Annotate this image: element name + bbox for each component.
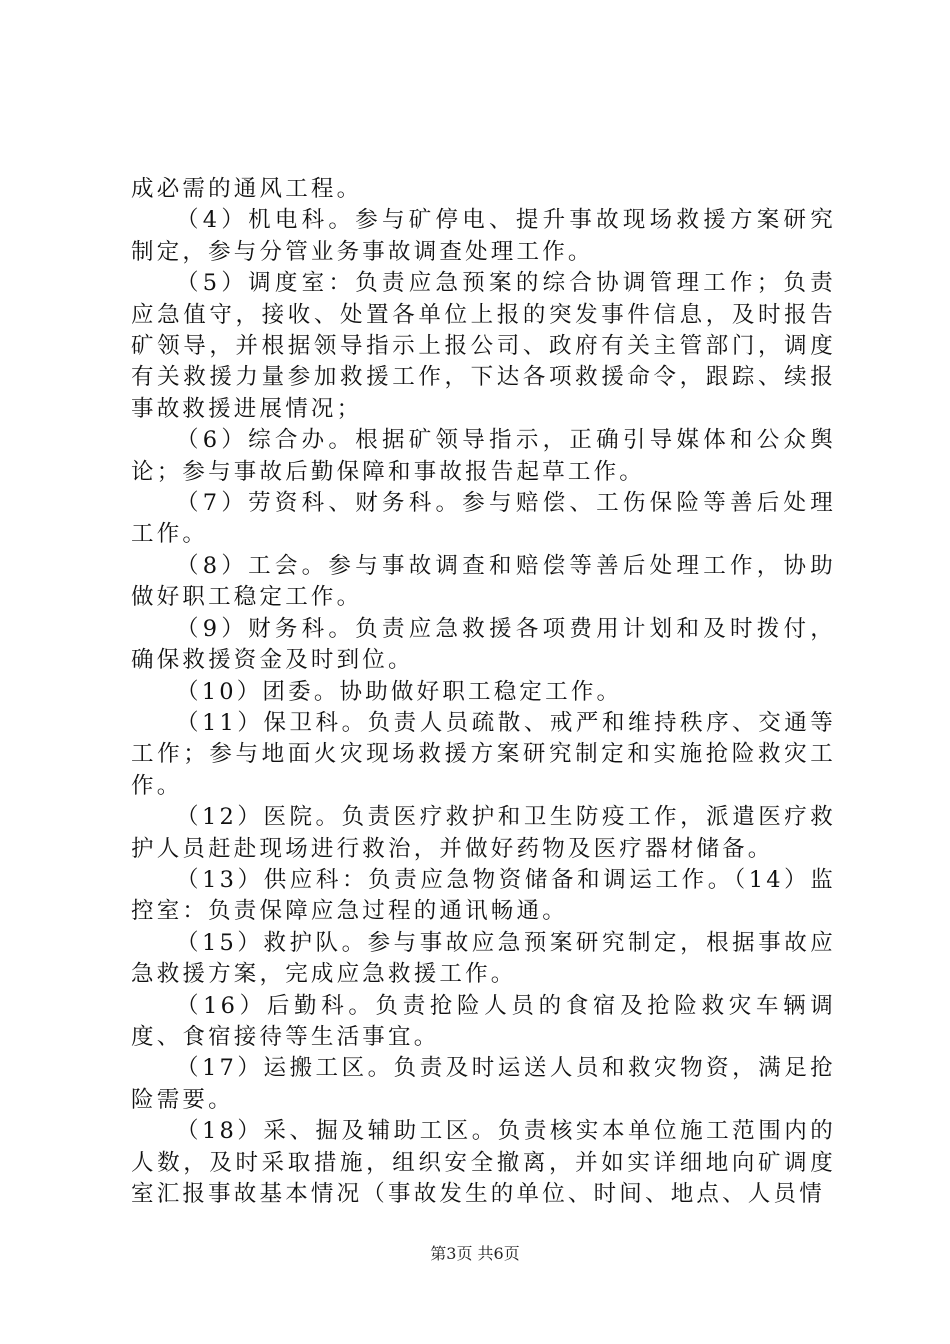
paragraph-item-12: （12）医院。负责医疗救护和卫生防疫工作，派遣医疗救护人员赶赴现场进行救治，并做好药物及医疗器材储备。: [131, 804, 836, 862]
paragraph-item-9: （9）财务科。负责应急救援各项费用计划和及时拨付，确保救援资金及时到位。: [131, 615, 836, 674]
paragraph-item-16: （16）后勤科。负责抢险人员的食宿及抢险救灾车辆调度、食宿接待等生活事宜。: [131, 992, 836, 1050]
paragraph-item-10: （10）团委。协助做好职工稳定工作。: [176, 678, 623, 705]
paragraph-item-8: （8）工会。参与事故调查和赔偿等善后处理工作，协助做好职工稳定工作。: [131, 552, 836, 611]
paragraph-item-6: （6）综合办。根据矿领导指示，正确引导媒体和公众舆论；参与事故后勤保障和事故报告起草工作。: [131, 427, 836, 485]
paragraph-continuation: 成必需的通风工程。: [131, 176, 363, 202]
paragraph-item-13-14: （13）供应科：负责应急物资储备和调运工作。（14）监控室：负责保障应急过程的通讯畅通。: [131, 866, 836, 925]
paragraph-item-5: （5）调度室：负责应急预案的综合协调管理工作；负责应急值守，接收、处置各单位上报的突发事件信息，及时报告矿领导，并根据领导指示上报公司、政府有关主管部门，调度有关救援力量参加救援工作，下达各项救援命令，跟踪、续报事故救援进展情况；: [131, 270, 836, 422]
paragraph-item-4: （4）机电科。参与矿停电、提升事故现场救援方案研究制定，参与分管业务事故调查处理工作。: [131, 207, 836, 265]
paragraph-item-18: （18）采、掘及辅助工区。负责核实本单位施工范围内的人数，及时采取措施，组织安全撤离，并如实详细地向矿调度室汇报事故基本情况（事故发生的单位、时间、地点、人员情: [131, 1118, 836, 1207]
paragraph-item-7: （7）劳资科、财务科。参与赔偿、工伤保险等善后处理工作。: [131, 490, 836, 548]
page-number: 第3页 共6页: [430, 1244, 520, 1263]
paragraph-item-15: （15）救护队。参与事故应急预案研究制定，根据事故应急救援方案，完成应急救援工作。: [131, 929, 836, 988]
paragraph-item-17: （17）运搬工区。负责及时运送人员和救灾物资，满足抢险需要。: [131, 1055, 836, 1113]
paragraph-item-11: （11）保卫科。负责人员疏散、戒严和维持秩序、交通等工作；参与地面火灾现场救援方案研究制定和实施抢险救灾工作。: [131, 709, 836, 799]
body-text: [131, 174, 836, 1210]
